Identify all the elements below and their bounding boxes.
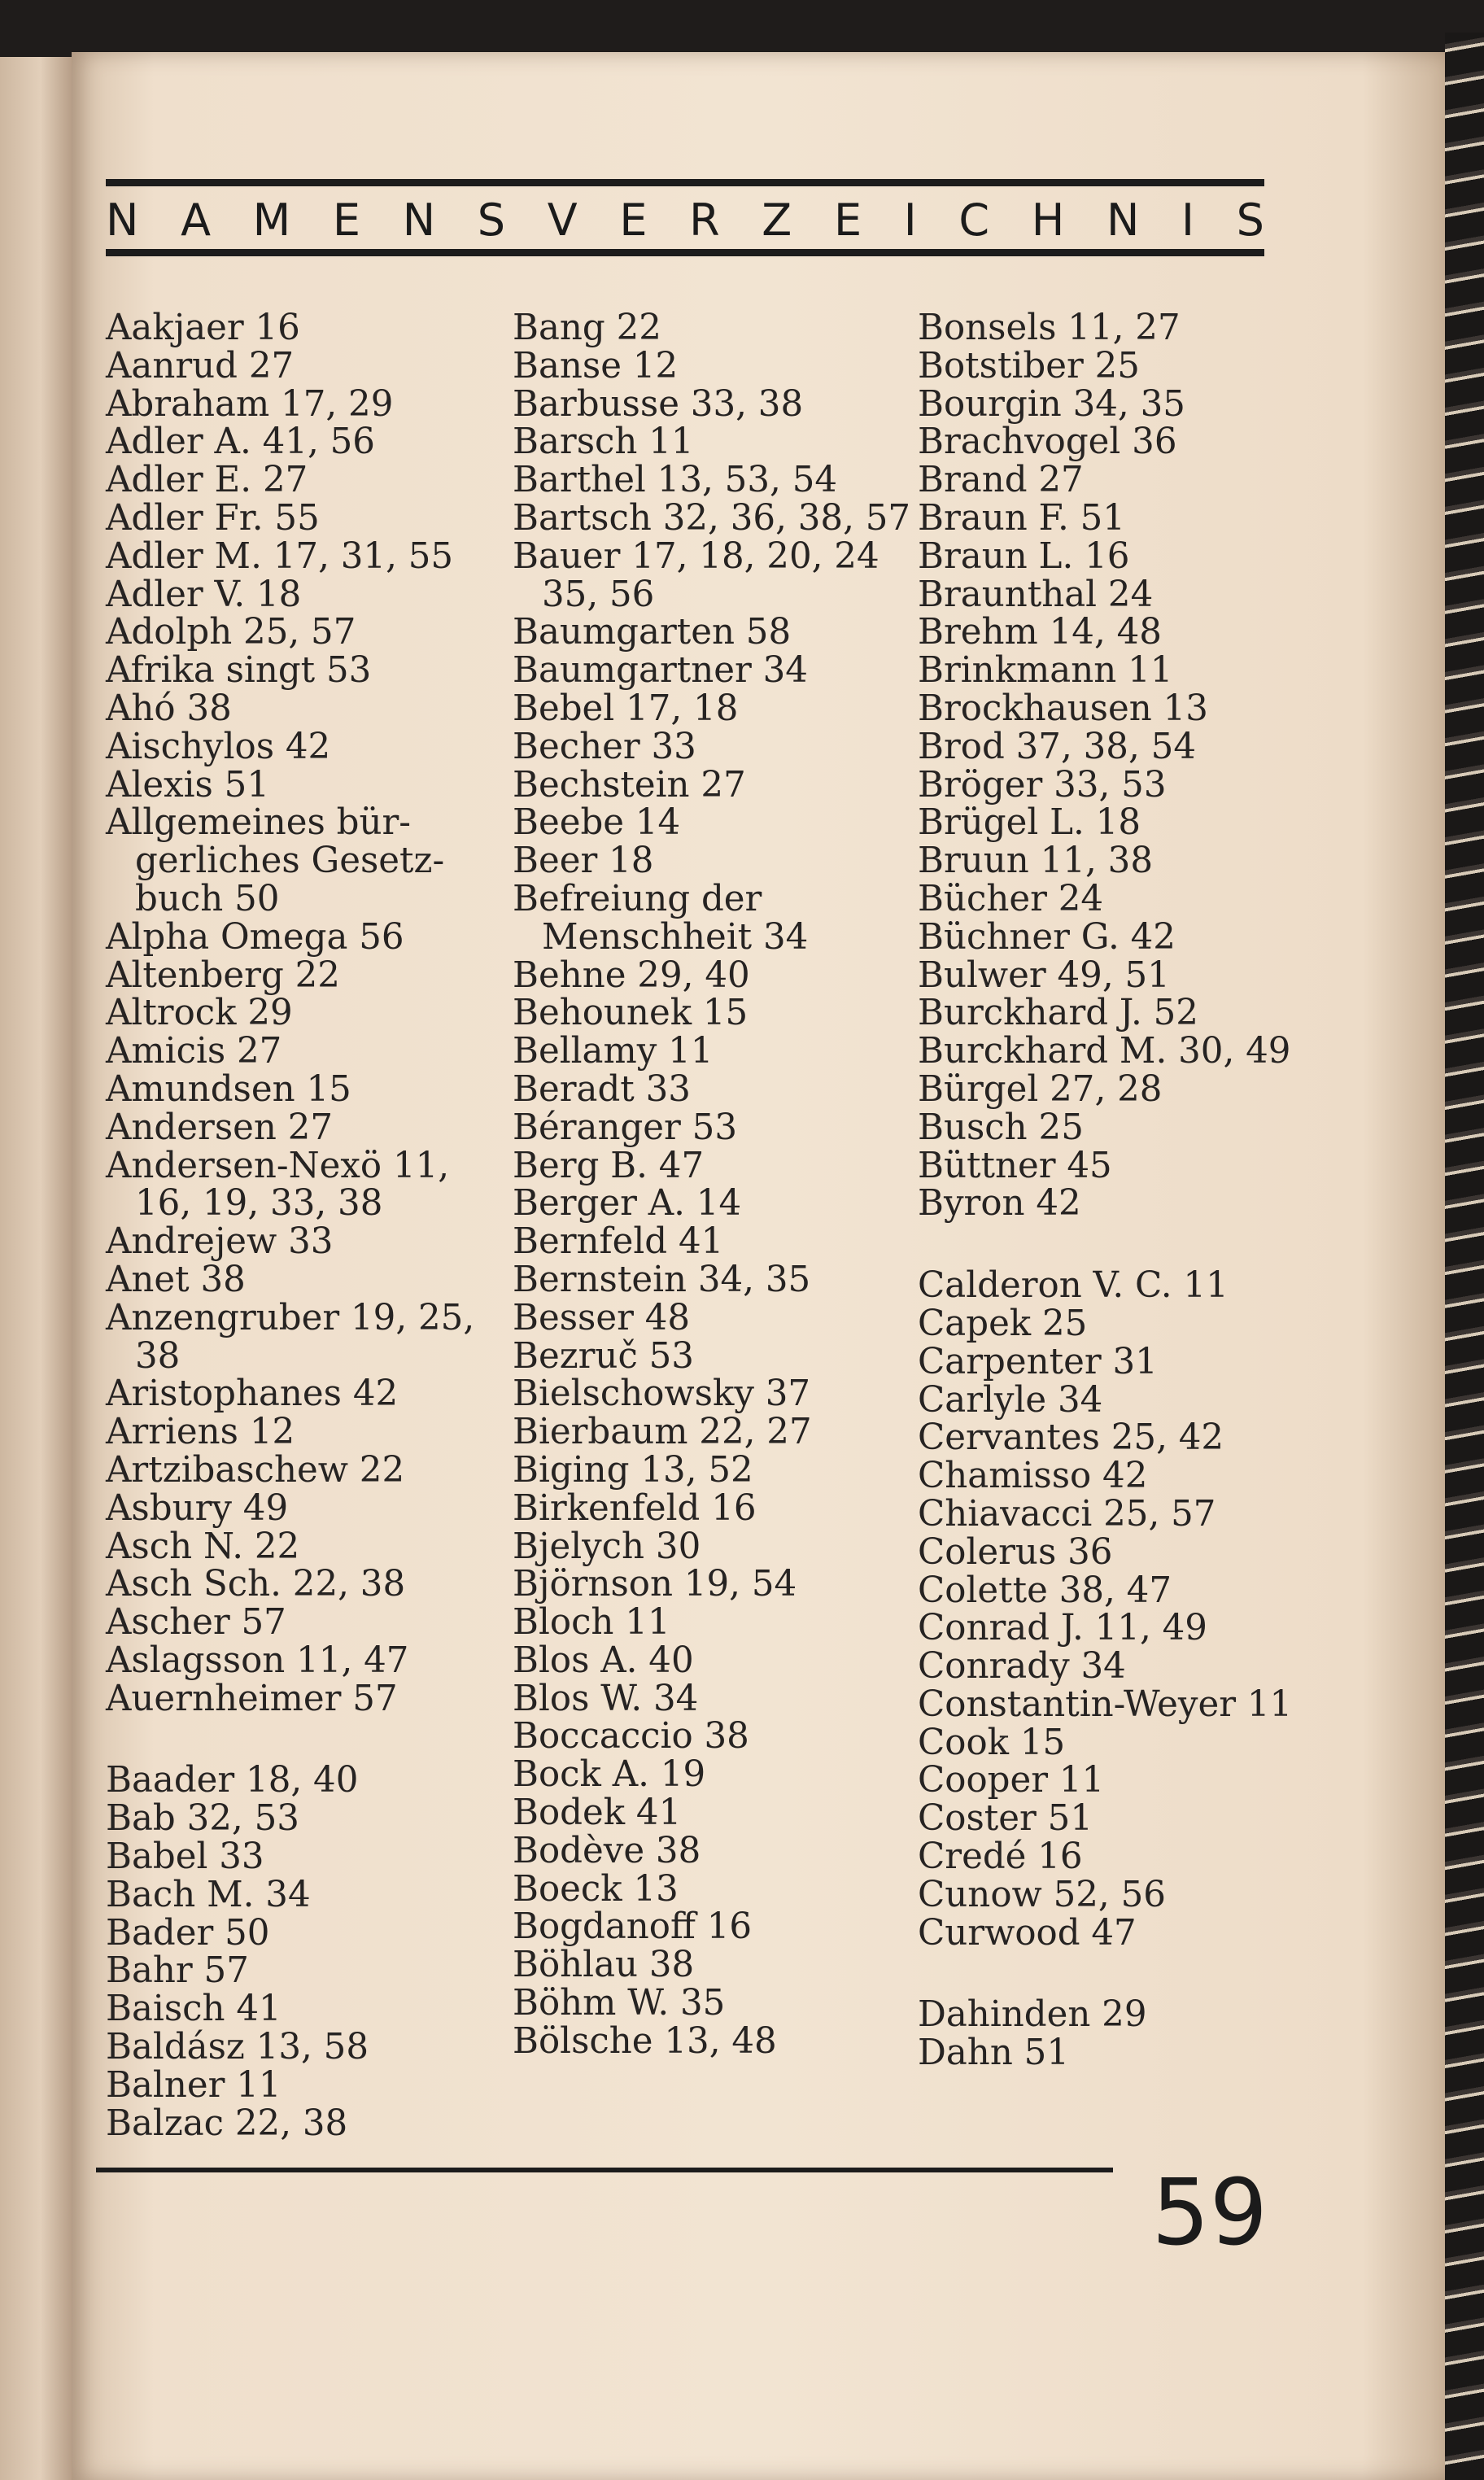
index-entry-text: Curwood 47 (918, 1912, 1137, 1954)
index-entry (918, 613, 1316, 652)
index-entry-text: Botstiber 25 (918, 345, 1140, 386)
index-entry (918, 1147, 1316, 1185)
index-entry-text: Colette 38, 47 (918, 1570, 1172, 1611)
index-entry-text: Besser 48 (513, 1297, 691, 1338)
index-entry-text: Balner 11 (106, 2064, 282, 2106)
index-entry-text: Bader 50 (106, 1912, 270, 1954)
index-entry-text: Bach M. 34 (106, 1874, 311, 1915)
index-entry (106, 690, 504, 728)
heading-letter: I (903, 194, 917, 246)
index-entry-text: Baldász 13, 58 (106, 2027, 369, 2068)
index-entry (918, 1457, 1316, 1495)
index-entry-text: Constantin-Weyer 11 (918, 1683, 1293, 1725)
index-entry (918, 1912, 1316, 1954)
index-entry (513, 1946, 911, 1984)
index-entry (918, 1033, 1316, 1071)
index-entry (513, 1756, 911, 1794)
index-entry (918, 1724, 1316, 1762)
index-entry-text: Bierbaum 22, 27 (513, 1412, 812, 1453)
index-entry (513, 1375, 911, 1413)
heading-rule-top (106, 179, 1264, 186)
index-entry (513, 347, 911, 386)
index-entry (106, 1449, 504, 1491)
heading-letter: I (1181, 194, 1194, 246)
index-entry (513, 690, 911, 728)
index-entry-text: Bechstein 27 (513, 764, 746, 806)
index-entry (106, 1487, 504, 1529)
index-entry (106, 804, 504, 918)
index-entry-text: Barsch 11 (513, 421, 694, 463)
letter-group-gap (918, 1223, 1316, 1267)
index-entry (106, 1762, 504, 1800)
index-entry (513, 461, 911, 500)
index-entry (918, 1267, 1316, 1305)
index-entry-text: Bodek 41 (513, 1792, 682, 1834)
book-cover-edge (1445, 33, 1484, 2480)
index-entry (918, 1185, 1316, 1223)
index-entry (513, 1147, 911, 1185)
index-entry (106, 1261, 504, 1299)
index-entry (513, 1604, 911, 1642)
index-entry-text: Babel 33 (106, 1836, 264, 1878)
heading-letter: V (547, 194, 578, 246)
index-entry-text: Altenberg 22 (106, 954, 340, 996)
index-entry (918, 576, 1316, 614)
index-entry-text: Artzibaschew 22 (106, 1449, 405, 1491)
index-entry-text: Brehm 14, 48 (918, 612, 1162, 653)
index-entry (918, 1109, 1316, 1147)
index-entry-text: Alpha Omega 56 (106, 916, 404, 958)
index-entry (106, 1680, 504, 1718)
index-entry-text: Behounek 15 (513, 993, 749, 1034)
index-entry (513, 1449, 911, 1491)
index-entry-text: Barthel 13, 53, 54 (513, 460, 838, 501)
index-entry-text: Conrad J. 11, 49 (918, 1608, 1207, 1649)
index-entry (513, 1528, 911, 1566)
index-entry (106, 576, 504, 614)
index-entry-text: Boccaccio 38 (513, 1716, 749, 1757)
index-entry-text: Dahinden 29 (918, 1994, 1147, 2036)
index-entry (513, 1908, 911, 1946)
index-entry-text: Bock A. 19 (513, 1754, 706, 1796)
index-entry (513, 1642, 911, 1680)
index-entry (106, 954, 504, 996)
index-entry (918, 497, 1316, 539)
index-entry-text: Asbury 49 (106, 1487, 289, 1529)
index-entry (106, 1147, 504, 1224)
index-entry (918, 766, 1316, 805)
heading-rule-bottom (106, 249, 1264, 256)
index-entry-text: Böhlau 38 (513, 1945, 695, 1986)
index-entry-text: Bielschowsky 37 (513, 1373, 811, 1415)
index-entry-text: Bölsche 13, 48 (513, 2020, 777, 2062)
index-entry (106, 1876, 504, 1915)
index-entry (918, 535, 1316, 577)
index-entry-text: Büchner G. 42 (918, 916, 1176, 958)
index-entry (918, 309, 1316, 347)
heading-letter: S (477, 194, 506, 246)
index-entry-text: Blos W. 34 (513, 1678, 699, 1719)
index-entry (918, 1648, 1316, 1686)
index-entry (513, 1680, 911, 1718)
index-entry (106, 535, 504, 577)
index-entry (918, 652, 1316, 690)
heading-letter: A (181, 194, 212, 246)
index-entry (513, 954, 911, 996)
index-entry-text: Asch N. 22 (106, 1526, 300, 1567)
letter-group-gap (918, 1952, 1316, 1996)
index-entry-text: Brand 27 (918, 460, 1084, 501)
index-entry-text: Anet 38 (106, 1259, 246, 1300)
index-entry-text: Bücher 24 (918, 878, 1104, 919)
index-entry (513, 1984, 911, 2023)
page-number: 59 (1151, 2160, 1268, 2266)
index-entry-text: Béranger 53 (513, 1107, 738, 1148)
index-entry-text: Beebe 14 (513, 802, 681, 844)
index-entry (106, 383, 504, 425)
index-entry-text: Aischylos 42 (106, 726, 331, 767)
heading-letter: C (958, 194, 990, 246)
index-entry-text: Bloch 11 (513, 1602, 670, 1644)
index-entry-text: Bezruč 53 (513, 1335, 694, 1377)
index-entry (106, 1952, 504, 1990)
index-entry-text: Andersen-Nexö 11, 16, 19, 33, 38 (106, 1145, 450, 1225)
index-entry-text: Cooper 11 (918, 1760, 1105, 1801)
index-entry (513, 423, 911, 461)
index-entry-text: Beradt 33 (513, 1068, 691, 1110)
index-entry (513, 1335, 911, 1377)
index-entry-text: Adler Fr. 55 (106, 497, 320, 539)
index-entry-text: Arriens 12 (106, 1412, 295, 1453)
index-entry (918, 1838, 1316, 1876)
index-entry (513, 880, 911, 957)
index-entry (106, 1109, 504, 1147)
index-entry-text: Chamisso 42 (918, 1456, 1148, 1497)
index-entry (918, 347, 1316, 386)
index-entry-text: Afrika singt 53 (106, 650, 372, 692)
heading-letter: E (619, 194, 648, 246)
index-entry (106, 1068, 504, 1110)
index-entry-text: Amundsen 15 (106, 1068, 351, 1110)
heading-letter: N (1106, 194, 1140, 246)
index-entry (106, 1223, 504, 1261)
index-entry-text: Bürgel 27, 28 (918, 1068, 1163, 1110)
index-entry (106, 2028, 504, 2067)
index-entry-text: Burckhard M. 30, 49 (918, 1031, 1291, 1072)
index-entry (918, 1609, 1316, 1648)
index-entry (513, 497, 911, 539)
previous-page-edge (0, 57, 73, 2480)
index-entry-text: Baader 18, 40 (106, 1760, 359, 1801)
index-entry-text: Bjelych 30 (513, 1526, 701, 1567)
letter-group-gap (106, 1718, 504, 1762)
index-entry-text: Aristophanes 42 (106, 1373, 399, 1415)
index-entry-text: Behne 29, 40 (513, 954, 750, 996)
index-entry (106, 1565, 504, 1604)
index-entry-text: Allgemeines bür- gerliches Gesetz- buch 50 (106, 802, 445, 919)
index-entry (918, 1531, 1316, 1573)
index-entry (513, 766, 911, 805)
index-entry-text: Befreiung der Menschheit 34 (513, 878, 809, 958)
index-column-2 (513, 309, 911, 2061)
index-entry (918, 1572, 1316, 1610)
index-entry (918, 2034, 1316, 2072)
index-entry-text: Andersen 27 (106, 1107, 334, 1148)
index-entry (513, 1868, 911, 1910)
index-entry-text: Cunow 52, 56 (918, 1874, 1166, 1915)
index-entry (918, 383, 1316, 425)
heading-letter: H (1031, 194, 1065, 246)
index-entry-text: Adolph 25, 57 (106, 612, 356, 653)
index-entry-text: Baumgarten 58 (513, 612, 792, 653)
index-entry-text: Cook 15 (918, 1722, 1066, 1763)
index-entry-text: Bodève 38 (513, 1830, 701, 1871)
index-entry-text: Birkenfeld 16 (513, 1487, 757, 1529)
index-entry (918, 690, 1316, 728)
index-entry-text: Berg B. 47 (513, 1145, 705, 1186)
index-entry-text: Cervantes 25, 42 (918, 1417, 1224, 1459)
index-entry (106, 1375, 504, 1413)
index-entry-text: Bartsch 32, 36, 38, 57 (513, 497, 911, 539)
index-entry-text: Berger A. 14 (513, 1183, 742, 1225)
index-entry-text: Brod 37, 38, 54 (918, 726, 1196, 767)
heading-letter: Z (762, 194, 792, 246)
index-column-3 (918, 309, 1316, 2072)
index-entry-text: Calderon V. C. 11 (918, 1265, 1229, 1307)
index-entry (513, 1413, 911, 1452)
heading-letter: E (332, 194, 361, 246)
index-entry-text: Coster 51 (918, 1798, 1093, 1840)
index-entry (513, 1299, 911, 1338)
index-entry-text: Beer 18 (513, 840, 654, 882)
index-entry (513, 652, 911, 690)
index-entry (513, 535, 911, 615)
index-entry-text: Bernstein 34, 35 (513, 1259, 811, 1300)
index-entry (918, 994, 1316, 1033)
index-entry (106, 309, 504, 347)
index-entry-text: Auernheimer 57 (106, 1678, 398, 1719)
index-entry (106, 497, 504, 539)
index-entry (106, 2102, 504, 2144)
index-entry (918, 1683, 1316, 1725)
index-entry-text: Bang 22 (513, 308, 661, 348)
index-entry (106, 1642, 504, 1680)
index-entry (513, 1794, 911, 1832)
index-entry-text: Carlyle 34 (918, 1379, 1103, 1421)
index-entry (106, 1990, 504, 2028)
index-entry (918, 1305, 1316, 1343)
index-entry-text: Bab 32, 53 (106, 1798, 299, 1840)
index-entry (918, 728, 1316, 766)
index-entry-text: Adler M. 17, 31, 55 (106, 535, 454, 577)
index-entry (513, 1033, 911, 1071)
index-entry (106, 728, 504, 766)
index-entry-text: Büttner 45 (918, 1145, 1112, 1186)
index-entry (106, 916, 504, 958)
index-entry-text: Alexis 51 (106, 764, 270, 806)
index-entry-text: Asch Sch. 22, 38 (106, 1564, 406, 1605)
index-entry (513, 804, 911, 842)
index-entry (106, 1838, 504, 1876)
index-entry-text: Baisch 41 (106, 1989, 282, 2030)
index-entry-text: Banse 12 (513, 345, 679, 386)
heading-letter: S (1236, 194, 1264, 246)
index-entry-text: Bröger 33, 53 (918, 764, 1167, 806)
index-entry-text: Busch 25 (918, 1107, 1084, 1148)
index-entry-text: Aakjaer 16 (106, 308, 300, 348)
index-entry-text: Ascher 57 (106, 1602, 286, 1644)
index-entry (106, 613, 504, 652)
index-entry-text: Capek 25 (918, 1303, 1088, 1344)
index-entry-text: Bogdanoff 16 (513, 1906, 753, 1948)
index-entry (106, 2064, 504, 2106)
index-entry-text: Adler E. 27 (106, 460, 308, 501)
index-entry-text: Chiavacci 25, 57 (918, 1493, 1216, 1535)
heading-letter: M (252, 194, 291, 246)
index-entry (106, 1299, 504, 1376)
index-entry (513, 1718, 911, 1756)
index-entry-text: Bourgin 34, 35 (918, 383, 1185, 425)
index-entry-text: Altrock 29 (106, 993, 293, 1034)
index-entry (513, 1223, 911, 1261)
heading-letter: N (106, 194, 139, 246)
index-entry (106, 1413, 504, 1452)
index-entry-text: Bellamy 11 (513, 1031, 714, 1072)
index-entry (918, 842, 1316, 880)
heading-letter: R (689, 194, 720, 246)
index-entry-text: Byron 42 (918, 1183, 1081, 1225)
index-entry (106, 994, 504, 1033)
index-entry (513, 1261, 911, 1299)
index-entry (918, 1762, 1316, 1800)
index-entry (513, 1185, 911, 1223)
index-entry (513, 1109, 911, 1147)
index-entry-text: Balzac 22, 38 (106, 2102, 348, 2144)
index-entry (918, 1996, 1316, 2034)
index-entry-text: Brinkmann 11 (918, 650, 1173, 692)
index-entry-text: Bonsels 11, 27 (918, 308, 1181, 348)
index-entry-text: Amicis 27 (106, 1031, 282, 1072)
index-entry-text: Adler A. 41, 56 (106, 421, 375, 463)
index-entry (513, 1487, 911, 1529)
index-entry (918, 916, 1316, 958)
index-entry (513, 994, 911, 1033)
index-entry-text: Adler V. 18 (106, 574, 302, 615)
index-entry-text: Brockhausen 13 (918, 688, 1208, 729)
index-entry-text: Biging 13, 52 (513, 1449, 753, 1491)
index-entry (106, 461, 504, 500)
index-entry-text: Ahó 38 (106, 688, 232, 729)
index-entry-text: Anzengruber 19, 25, 38 (106, 1297, 475, 1377)
index-entry-text: Braun L. 16 (918, 535, 1130, 577)
index-entry-text: Dahn 51 (918, 2032, 1070, 2074)
index-entry-text: Bahr 57 (106, 1950, 249, 1992)
heading-letter: N (402, 194, 436, 246)
index-entry (513, 613, 911, 652)
index-entry (918, 461, 1316, 500)
index-entry (106, 1912, 504, 1954)
index-entry-text: Aslagsson 11, 47 (106, 1640, 409, 1681)
index-entry (106, 347, 504, 386)
index-entry-text: Braun F. 51 (918, 497, 1125, 539)
index-entry (513, 1832, 911, 1871)
index-entry-text: Boeck 13 (513, 1868, 679, 1910)
index-entry (513, 383, 911, 425)
index-entry-text: Andrejew 33 (106, 1221, 334, 1263)
index-entry (918, 1800, 1316, 1838)
footer-rule (96, 2168, 1113, 2172)
index-entry (918, 1379, 1316, 1421)
index-entry (106, 1033, 504, 1071)
index-entry (513, 2020, 911, 2062)
heading-letter: E (833, 194, 862, 246)
index-entry-text: Carpenter 31 (918, 1341, 1158, 1382)
index-entry-text: Bebel 17, 18 (513, 688, 739, 729)
index-entry-text: Bulwer 49, 51 (918, 954, 1170, 996)
index-entry (918, 804, 1316, 842)
index-entry (106, 1800, 504, 1838)
index-entry (918, 880, 1316, 919)
index-entry-text: Blos A. 40 (513, 1640, 694, 1681)
index-entry (106, 766, 504, 805)
index-entry-text: Böhm W. 35 (513, 1983, 726, 2024)
index-entry (513, 842, 911, 880)
index-entry (513, 309, 911, 347)
index-entry (918, 1068, 1316, 1110)
index-entry (513, 728, 911, 766)
index-entry-text: Brachvogel 36 (918, 421, 1177, 463)
index-entry-text: Barbusse 33, 38 (513, 383, 804, 425)
index-entry-text: Conrady 34 (918, 1646, 1126, 1688)
index-entry (513, 1068, 911, 1110)
index-entry (106, 652, 504, 690)
index-entry (918, 1419, 1316, 1457)
index-entry-text: Björnson 19, 54 (513, 1564, 797, 1605)
index-entry (918, 954, 1316, 996)
index-entry-text: Becher 33 (513, 726, 696, 767)
page-heading (106, 189, 1264, 251)
index-entry-text: Bruun 11, 38 (918, 840, 1153, 882)
index-entry (513, 1565, 911, 1604)
index-entry-text: Bauer 17, 18, 20, 24 35, 56 (513, 535, 879, 615)
index-entry-text: Credé 16 (918, 1836, 1083, 1878)
index-entry (106, 423, 504, 461)
index-entry (106, 1528, 504, 1566)
index-entry-text: Abraham 17, 29 (106, 383, 394, 425)
index-entry-text: Burckhard J. 52 (918, 993, 1198, 1034)
index-entry-text: Aanrud 27 (106, 345, 295, 386)
index-entry (918, 423, 1316, 461)
index-entry (918, 1495, 1316, 1534)
index-entry (918, 1343, 1316, 1382)
index-entry (918, 1876, 1316, 1915)
index-column-1 (106, 309, 504, 2142)
index-entry-text: Baumgartner 34 (513, 650, 808, 692)
index-entry (106, 1604, 504, 1642)
index-entry-text: Bernfeld 41 (513, 1221, 724, 1263)
index-entry-text: Braunthal 24 (918, 574, 1154, 615)
index-entry-text: Colerus 36 (918, 1531, 1113, 1573)
index-entry-text: Brügel L. 18 (918, 802, 1141, 844)
